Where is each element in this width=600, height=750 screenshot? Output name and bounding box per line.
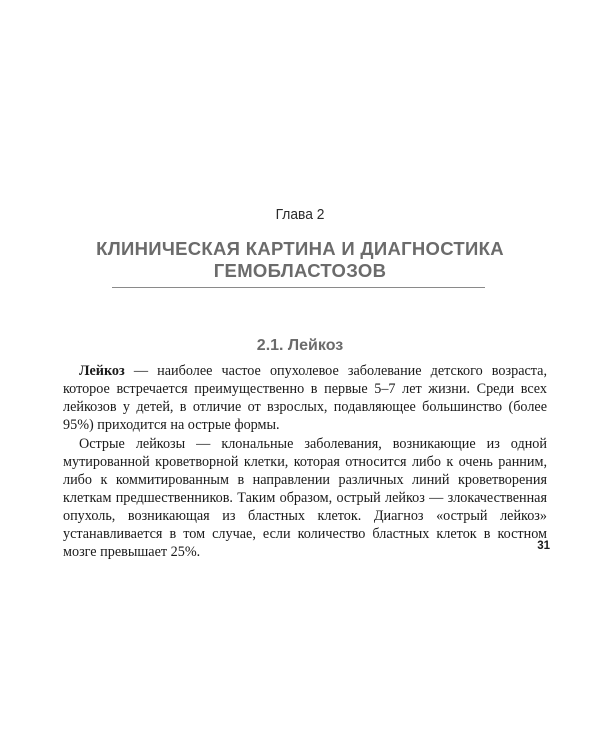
page-number: 31 [537, 540, 550, 552]
paragraph-2: Острые лейкозы — клональные заболевания, возникающие из одной мутированной кроветворной клетки, которая относится либо к очень ранним, либо к коммитированным в направлении различных линий кроветворения клеткам предшественников. Таким образом, острый лейкоз — злокачественная опухоль, возникающая из бластных клеток. Диагноз «острый лейкоз» устанавливается в том случае, если количество бластных клеток в костном мозге превышает 25%. [63, 436, 547, 560]
paragraph-1-text: — наиболее частое опухолевое заболевание детского возраста, которое встречается преимущественно в первые 5–7 лет жизни. Среди всех лейкозов у детей, в отличие от взрослых, подавляющее большинство (более 95%) приходится на острые формы. [63, 363, 547, 433]
chapter-label: Глава 2 [275, 206, 325, 223]
body-text [63, 362, 547, 561]
paragraph-1-term: Лейкоз [79, 363, 125, 379]
chapter-title-line-2: ГЕМОБЛАСТОЗОВ [213, 260, 387, 281]
chapter-title-line-1: КЛИНИЧЕСКАЯ КАРТИНА И ДИАГНОСТИКА [96, 238, 504, 259]
paragraph-1 [63, 362, 547, 434]
section-heading: 2.1. Лейкоз [256, 337, 344, 354]
title-divider [112, 287, 485, 288]
chapter-title [90, 238, 510, 282]
